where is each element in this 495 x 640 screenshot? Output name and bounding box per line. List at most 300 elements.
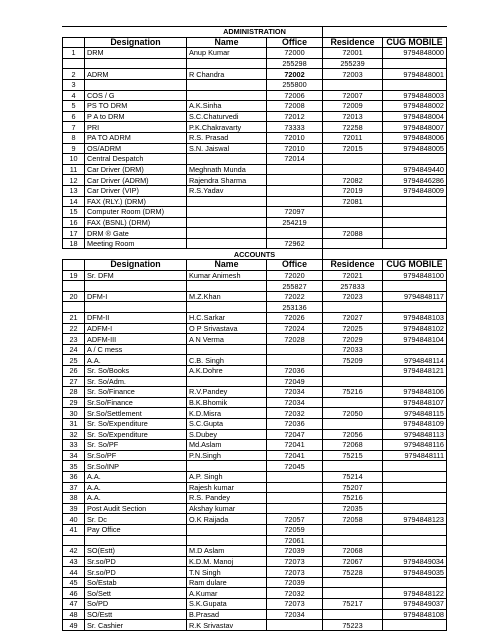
cell-mob: 9794848005 [383, 143, 447, 154]
table-row [63, 122, 447, 133]
cell-des: Sr.So/PF [85, 450, 187, 461]
cell-des: DRM [85, 48, 187, 59]
section-title-row [63, 249, 447, 260]
cell-no: 14 [63, 196, 85, 207]
cell-mob: 9794848106 [383, 387, 447, 398]
table-row [63, 461, 447, 472]
cell-mob: 9794848116 [383, 440, 447, 451]
cell-des: COS / G [85, 90, 187, 101]
cell-office [267, 503, 323, 514]
cell-des: Meeting Room [85, 238, 187, 249]
cell-des: Central Despatch [85, 154, 187, 165]
cell-mob: 9794848102 [383, 323, 447, 334]
cell-res: 75217 [323, 599, 383, 610]
cell-name [187, 58, 267, 69]
cell-office: 72073 [267, 567, 323, 578]
table-row [63, 588, 447, 599]
table-row [63, 397, 447, 408]
cell-no: 22 [63, 323, 85, 334]
cell-des: A.A. [85, 482, 187, 493]
cell-res [323, 154, 383, 165]
cell-mob: 9794848002 [383, 101, 447, 112]
cell-res: 75228 [323, 567, 383, 578]
cell-res [323, 535, 383, 546]
table-row [63, 450, 447, 461]
cell-office: 72041 [267, 440, 323, 451]
cell-no: 13 [63, 185, 85, 196]
cell-no: 30 [63, 408, 85, 419]
cell-des: Sr.so/PD [85, 556, 187, 567]
cell-name [187, 228, 267, 239]
cell-des: DFM-II [85, 313, 187, 324]
column-header: Name [187, 260, 267, 271]
table-row [63, 429, 447, 440]
cell-no [63, 58, 85, 69]
cell-name: S.K.Gupata [187, 599, 267, 610]
cell-mob: 9794848114 [383, 355, 447, 366]
cell-no: 45 [63, 577, 85, 588]
cell-des: So/Estab [85, 577, 187, 588]
column-header: Residence [323, 260, 383, 271]
table-row [63, 185, 447, 196]
cell-res: 72025 [323, 323, 383, 334]
cell-office: 72032 [267, 588, 323, 599]
cell-mob [383, 238, 447, 249]
cell-no: 32 [63, 429, 85, 440]
table-row [63, 355, 447, 366]
cell-des: DFM-I [85, 291, 187, 302]
cell-mob: 9794848107 [383, 397, 447, 408]
cell-res: 72258 [323, 122, 383, 133]
cell-mob: 9794848103 [383, 313, 447, 324]
cell-mob: 9794848122 [383, 588, 447, 599]
cell-no: 47 [63, 599, 85, 610]
cell-res: 72068 [323, 546, 383, 557]
cell-name: S.Dubey [187, 429, 267, 440]
cell-des: Sr.so/PD [85, 567, 187, 578]
cell-res: 72013 [323, 111, 383, 122]
cell-name: M.D Aslam [187, 546, 267, 557]
cell-office [267, 355, 323, 366]
cell-name: K.D.Misra [187, 408, 267, 419]
table-row [63, 387, 447, 398]
cell-name [187, 196, 267, 207]
cell-name: B.Prasad [187, 609, 267, 620]
column-header: Office [267, 260, 323, 271]
cell-office: 72041 [267, 450, 323, 461]
table-row [63, 90, 447, 101]
cell-no: 7 [63, 122, 85, 133]
column-header: Residence [323, 37, 383, 48]
cell-res: 72003 [323, 69, 383, 80]
cell-mob: 9794848115 [383, 408, 447, 419]
cell-res: 72015 [323, 143, 383, 154]
cell-res: 257833 [323, 281, 383, 292]
cell-res: 72050 [323, 408, 383, 419]
section-title: ADMINISTRATION [187, 27, 323, 38]
cell-res [323, 524, 383, 535]
cell-no: 19 [63, 270, 85, 281]
cell-no: 3 [63, 79, 85, 90]
cell-no: 11 [63, 164, 85, 175]
cell-res [323, 366, 383, 377]
cell-res: 72029 [323, 334, 383, 345]
cell-name: A N Verma [187, 334, 267, 345]
cell-mob: 9794848109 [383, 418, 447, 429]
cell-mob: 9794849034 [383, 556, 447, 567]
cell-no: 2 [63, 69, 85, 80]
cell-office: 72097 [267, 207, 323, 218]
cell-mob [383, 376, 447, 387]
cell-no: 10 [63, 154, 85, 165]
cell-no: 1 [63, 48, 85, 59]
cell-des: DRM ® Gate [85, 228, 187, 239]
cell-no [63, 281, 85, 292]
cell-office: 72073 [267, 556, 323, 567]
cell-res [323, 588, 383, 599]
cell-no: 20 [63, 291, 85, 302]
cell-des: Car Driver (DRM) [85, 164, 187, 175]
section-title-row [63, 27, 447, 38]
cell-no: 40 [63, 514, 85, 525]
cell-office: 72010 [267, 143, 323, 154]
cell-mob [383, 281, 447, 292]
cell-des: Computer Room (DRM) [85, 207, 187, 218]
cell-no: 12 [63, 175, 85, 186]
cell-des [85, 281, 187, 292]
cell-office [267, 185, 323, 196]
table-row [63, 175, 447, 186]
cell-office: 72000 [267, 48, 323, 59]
table-row [63, 132, 447, 143]
cell-no: 46 [63, 588, 85, 599]
cell-res: 72001 [323, 48, 383, 59]
cell-name: B.K.Bhomik [187, 397, 267, 408]
cell-name: R.S. Prasad [187, 132, 267, 143]
table-row [63, 69, 447, 80]
cell-name: K.D.M. Manoj [187, 556, 267, 567]
cell-no: 38 [63, 493, 85, 504]
cell-office: 253136 [267, 302, 323, 313]
cell-mob [383, 546, 447, 557]
table-row [63, 366, 447, 377]
cell-mob [383, 524, 447, 535]
cell-name [187, 535, 267, 546]
table-row [63, 471, 447, 482]
cell-name: R.V.Pandey [187, 387, 267, 398]
cell-des [85, 58, 187, 69]
cell-mob: 9794848001 [383, 69, 447, 80]
cell-res: 72058 [323, 514, 383, 525]
cell-office: 72036 [267, 418, 323, 429]
cell-res [323, 577, 383, 588]
cell-res [323, 79, 383, 90]
cell-res: 72081 [323, 196, 383, 207]
cell-name [187, 524, 267, 535]
cell-des: Sr. So/Books [85, 366, 187, 377]
cell-no: 29 [63, 397, 85, 408]
cell-office: 72039 [267, 546, 323, 557]
cell-name [187, 302, 267, 313]
cell-office: 72045 [267, 461, 323, 472]
cell-name: Rajesh kumar [187, 482, 267, 493]
cell-des: FAX (RLY.) (DRM) [85, 196, 187, 207]
cell-des: A.A. [85, 493, 187, 504]
header-row [63, 260, 447, 271]
cell-res: 72009 [323, 101, 383, 112]
cell-name [187, 79, 267, 90]
cell-name: O P Srivastava [187, 323, 267, 334]
table-row [63, 281, 447, 292]
cell-office: 72039 [267, 577, 323, 588]
cell-des: ADFM-I [85, 323, 187, 334]
cell-name: A.K.Sinha [187, 101, 267, 112]
cell-des: P A to DRM [85, 111, 187, 122]
table-row [63, 503, 447, 514]
table-row [63, 567, 447, 578]
cell-res: 72056 [323, 429, 383, 440]
cell-name [187, 344, 267, 355]
cell-res: 72067 [323, 556, 383, 567]
cell-res [323, 609, 383, 620]
cell-mob [383, 503, 447, 514]
cell-no: 17 [63, 228, 85, 239]
cell-mob [383, 471, 447, 482]
table-row [63, 376, 447, 387]
cell-res: 75214 [323, 471, 383, 482]
cell-des: Sr. DFM [85, 270, 187, 281]
cell-des: Sr. So/Expenditure [85, 429, 187, 440]
cell-mob [383, 302, 447, 313]
cell-name: H.C.Sarkar [187, 313, 267, 324]
cell-office: 72034 [267, 609, 323, 620]
cell-no: 48 [63, 609, 85, 620]
cell-no: 4 [63, 90, 85, 101]
cell-des: Sr. Cashier [85, 620, 187, 631]
table-row [63, 334, 447, 345]
cell-des: PS TO DRM [85, 101, 187, 112]
cell-mob [383, 493, 447, 504]
cell-office: 254219 [267, 217, 323, 228]
cell-office: 72049 [267, 376, 323, 387]
cell-res: 72023 [323, 291, 383, 302]
cell-no: 44 [63, 567, 85, 578]
cell-res [323, 418, 383, 429]
cell-des: A / C mess [85, 344, 187, 355]
column-header: Name [187, 37, 267, 48]
cell-office: 72034 [267, 397, 323, 408]
table-row [63, 546, 447, 557]
cell-des: Sr. Dc [85, 514, 187, 525]
column-header: Designation [85, 37, 187, 48]
cell-no: 8 [63, 132, 85, 143]
cell-res: 75216 [323, 493, 383, 504]
cell-office: 72036 [267, 366, 323, 377]
cell-des: Sr. So/Finance [85, 387, 187, 398]
cell-office: 72014 [267, 154, 323, 165]
cell-no: 21 [63, 313, 85, 324]
cell-no [63, 302, 85, 313]
cell-office: 72059 [267, 524, 323, 535]
cell-office: 72010 [267, 132, 323, 143]
cell-des: Sr. So/PF [85, 440, 187, 451]
cell-office: 255827 [267, 281, 323, 292]
cell-mob: 9794848104 [383, 334, 447, 345]
cell-des: Post Audit Section [85, 503, 187, 514]
cell-des: A.A. [85, 471, 187, 482]
cell-res: 72068 [323, 440, 383, 451]
table-row [63, 556, 447, 567]
cell-name: S.C.Gupta [187, 418, 267, 429]
cell-name [187, 461, 267, 472]
cell-office [267, 196, 323, 207]
table-row [63, 609, 447, 620]
table-row [63, 577, 447, 588]
cell-no: 25 [63, 355, 85, 366]
cell-name: Md.Aslam [187, 440, 267, 451]
cell-des: PA TO ADRM [85, 132, 187, 143]
cell-name: R.S. Pandey [187, 493, 267, 504]
cell-mob: 9794848004 [383, 111, 447, 122]
cell-no: 42 [63, 546, 85, 557]
cell-res: 72088 [323, 228, 383, 239]
cell-mob: 9794849440 [383, 164, 447, 175]
cell-res: 75215 [323, 450, 383, 461]
table-row [63, 228, 447, 239]
cell-mob: 9794848123 [383, 514, 447, 525]
cell-office: 72047 [267, 429, 323, 440]
cell-des: Sr. So/Expenditure [85, 418, 187, 429]
cell-no: 6 [63, 111, 85, 122]
cell-name: C.B. Singh [187, 355, 267, 366]
cell-name: M.Z.Khan [187, 291, 267, 302]
cell-des [85, 79, 187, 90]
cell-res [323, 397, 383, 408]
cell-office: 72057 [267, 514, 323, 525]
cell-res: 72007 [323, 90, 383, 101]
cell-mob: 9794848000 [383, 48, 447, 59]
table-row [63, 58, 447, 69]
cell-res: 72011 [323, 132, 383, 143]
cell-name [187, 207, 267, 218]
cell-no: 39 [63, 503, 85, 514]
cell-no: 15 [63, 207, 85, 218]
cell-no: 49 [63, 620, 85, 631]
cell-office: 255298 [267, 58, 323, 69]
table-row [63, 291, 447, 302]
cell-des: ADFM-III [85, 334, 187, 345]
cell-res: 72027 [323, 313, 383, 324]
cell-office: 72962 [267, 238, 323, 249]
cell-mob [383, 196, 447, 207]
cell-office: 72028 [267, 334, 323, 345]
cell-res: 75216 [323, 387, 383, 398]
cell-des: ADRM [85, 69, 187, 80]
table-row [63, 408, 447, 419]
cell-no: 41 [63, 524, 85, 535]
cell-no: 24 [63, 344, 85, 355]
table-row [63, 599, 447, 610]
cell-name: Ram dulare [187, 577, 267, 588]
cell-office: 72032 [267, 408, 323, 419]
cell-name: Rajendra Sharma [187, 175, 267, 186]
table-row [63, 524, 447, 535]
cell-name [187, 217, 267, 228]
cell-office [267, 482, 323, 493]
cell-res: 255239 [323, 58, 383, 69]
cell-name: Akshay kumar [187, 503, 267, 514]
cell-name [187, 376, 267, 387]
table-row [63, 493, 447, 504]
column-header: Designation [85, 260, 187, 271]
cell-mob: 9794848006 [383, 132, 447, 143]
table-row [63, 143, 447, 154]
cell-no: 27 [63, 376, 85, 387]
table-row [63, 344, 447, 355]
cell-des: Car Driver (ADRM) [85, 175, 187, 186]
table-row [63, 111, 447, 122]
table-row [63, 313, 447, 324]
cell-office [267, 175, 323, 186]
cell-des: SO(Estt) [85, 546, 187, 557]
cell-name: Anup Kumar [187, 48, 267, 59]
cell-mob: 9794849035 [383, 567, 447, 578]
cell-mob: 9794848003 [383, 90, 447, 101]
cell-name: A.Kumar [187, 588, 267, 599]
table-row [63, 323, 447, 334]
cell-name: O.K Raijada [187, 514, 267, 525]
cell-mob: 9794848108 [383, 609, 447, 620]
cell-mob: 9794848009 [383, 185, 447, 196]
header-row [63, 37, 447, 48]
cell-name: T.N Singh [187, 567, 267, 578]
cell-des: Sr.So/INP [85, 461, 187, 472]
cell-name: S.N. Jaiswal [187, 143, 267, 154]
cell-mob: 9794848111 [383, 450, 447, 461]
cell-mob [383, 154, 447, 165]
cell-mob [383, 482, 447, 493]
section-title: ACCOUNTS [187, 249, 323, 260]
cell-mob [383, 620, 447, 631]
cell-res: 72021 [323, 270, 383, 281]
cell-office: 72006 [267, 90, 323, 101]
cell-name: S.C.Chaturvedi [187, 111, 267, 122]
cell-des: OS/ADRM [85, 143, 187, 154]
cell-mob [383, 461, 447, 472]
table-row [63, 535, 447, 546]
cell-mob: 9794848121 [383, 366, 447, 377]
table-row [63, 482, 447, 493]
cell-office: 72022 [267, 291, 323, 302]
cell-office [267, 620, 323, 631]
cell-res: 75209 [323, 355, 383, 366]
cell-res [323, 207, 383, 218]
cell-res [323, 376, 383, 387]
cell-mob: 9794849037 [383, 599, 447, 610]
cell-des: Pay Office [85, 524, 187, 535]
cell-office: 72026 [267, 313, 323, 324]
table-row [63, 302, 447, 313]
cell-name [187, 238, 267, 249]
cell-res: 72019 [323, 185, 383, 196]
cell-res: 72082 [323, 175, 383, 186]
cell-name [187, 154, 267, 165]
cell-no: 23 [63, 334, 85, 345]
cell-des: Sr.So/Finance [85, 397, 187, 408]
cell-res: 72033 [323, 344, 383, 355]
cell-name: Kumar Animesh [187, 270, 267, 281]
cell-name: A.K.Dohre [187, 366, 267, 377]
